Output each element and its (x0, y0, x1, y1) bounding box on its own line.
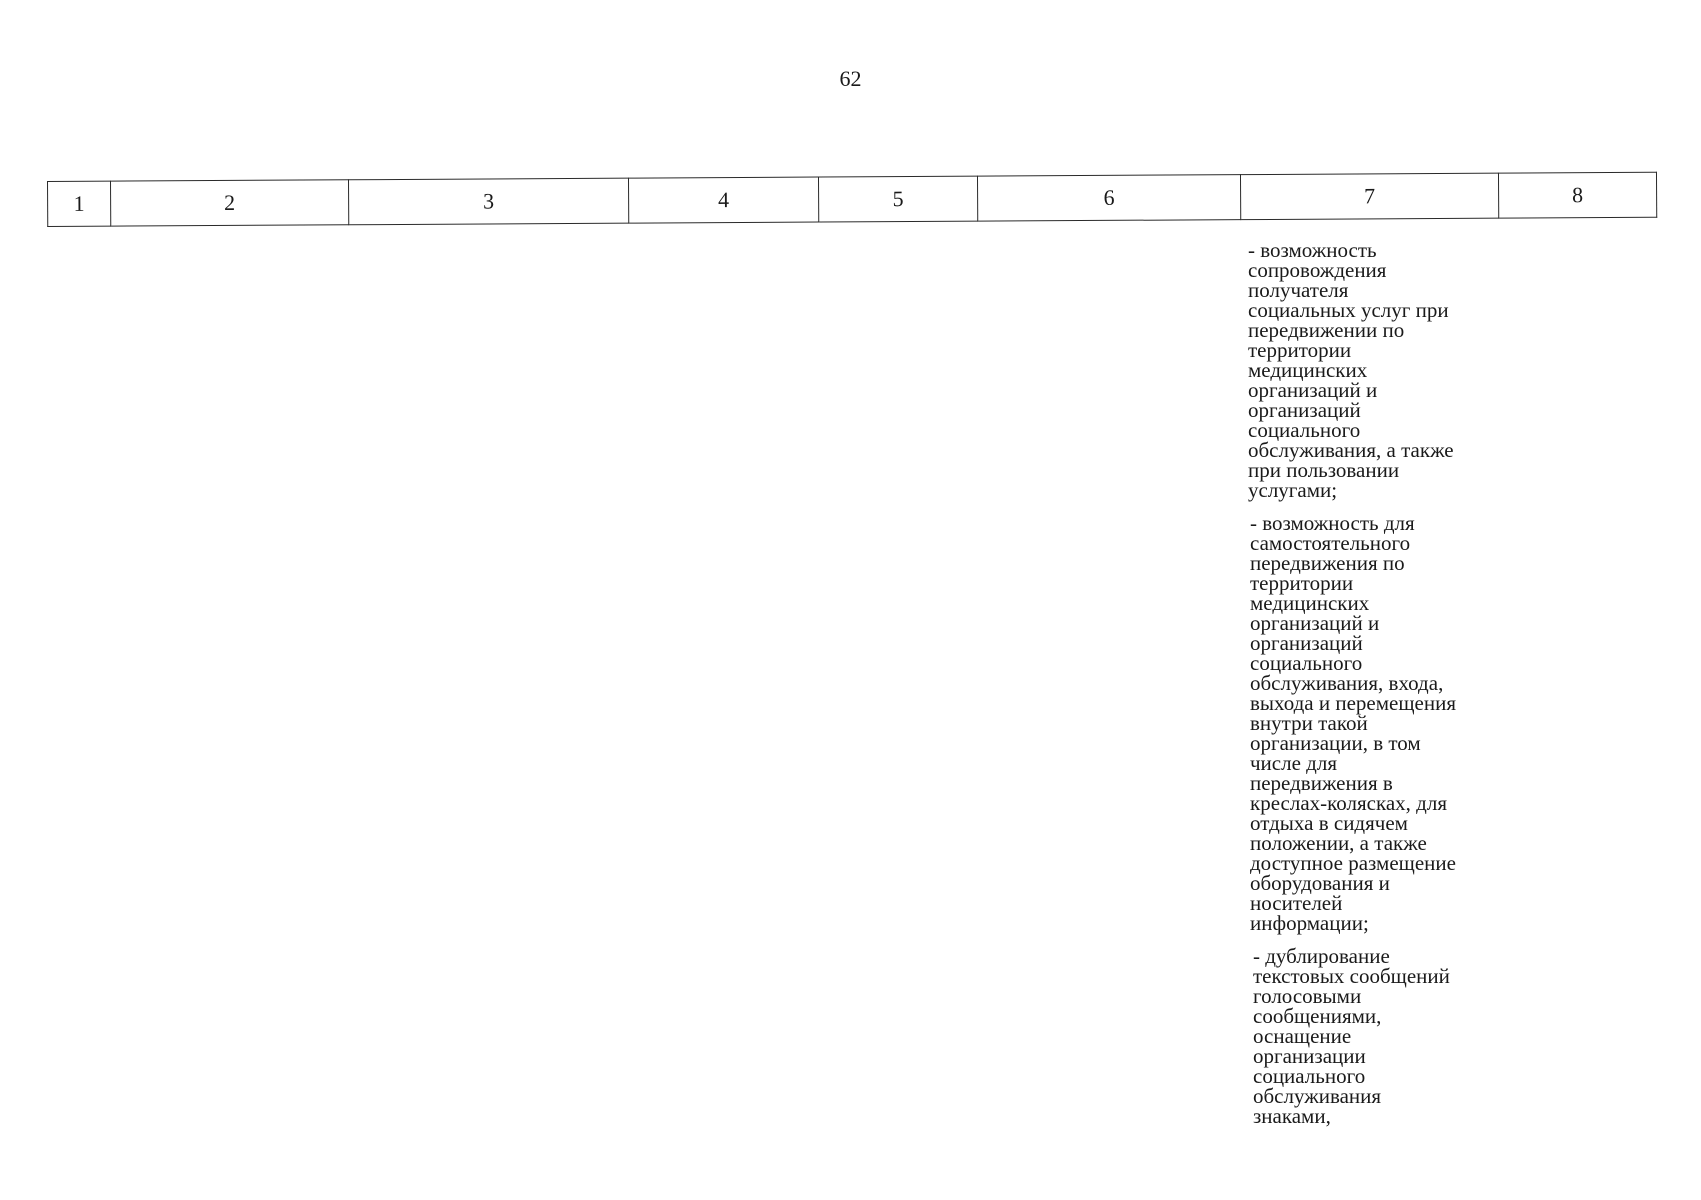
column-header-8: 8 (1498, 172, 1656, 218)
table-header-row (47, 172, 1657, 227)
column-7-content (1248, 240, 1508, 1139)
column-header-5: 5 (818, 176, 977, 222)
column-7-item: - дублирование текстовых сообщений голосовыми сообщениями, оснащение организации социального обслуживания знаками, (1253, 944, 1450, 1128)
column-header-3: 3 (348, 178, 628, 225)
page-number: 62 (839, 66, 862, 91)
column-7-item: - возможность для самостоятельного передвижения по территории медицинских организаций и организаций социального обслуживания, входа, выхода и перемещения внутри такой организации, в том числе для передвижения в креслах-колясках, для отдыха в сидячем положении, а также доступное размещение оборудования и носителей информации; (1250, 511, 1456, 935)
column-header-1: 1 (48, 181, 111, 226)
column-7-item: - возможность сопровождения получателя социальных услуг при передвижении по территории медицинских организаций и организаций социального обслуживания, а также при пользовании услугами; (1248, 238, 1454, 502)
column-header-7: 7 (1240, 173, 1498, 219)
column-header-4: 4 (628, 177, 818, 223)
column-header-6: 6 (977, 175, 1240, 222)
column-header-2: 2 (111, 180, 349, 226)
